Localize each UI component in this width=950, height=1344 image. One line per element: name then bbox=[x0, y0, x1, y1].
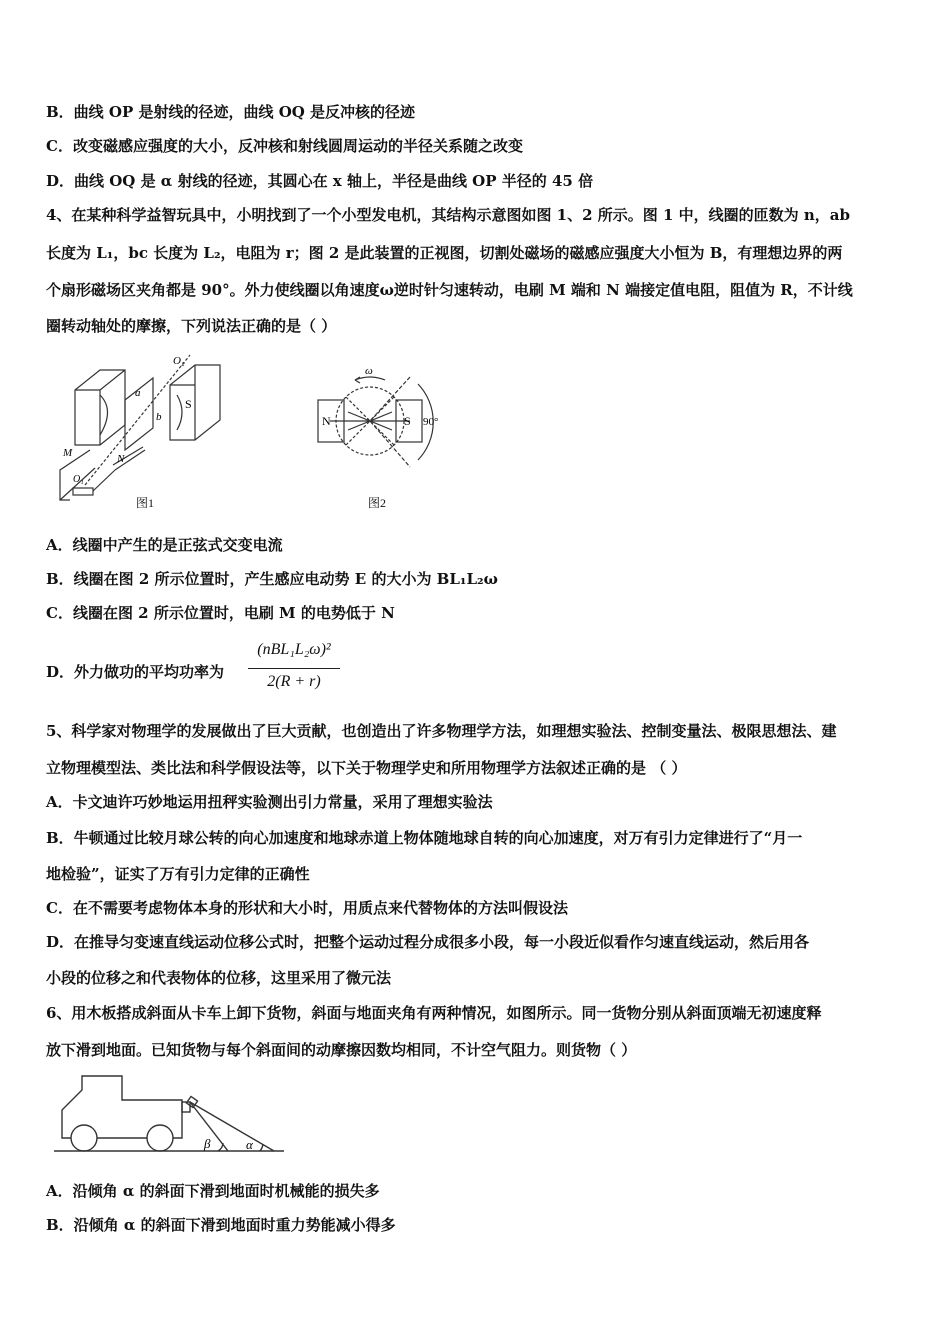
fig2-label-omega: ω bbox=[365, 365, 373, 377]
q4-option-c: C．线圈在图 2 所示位置时，电刷 M 的电势低于 N bbox=[46, 604, 395, 622]
q6-stem-line2: 放下滑到地面。已知货物与每个斜面间的动摩擦因数均相同，不计空气阻力。则货物（ ） bbox=[46, 1041, 637, 1059]
truck-ramp-figure bbox=[52, 1072, 287, 1157]
fraction-bar bbox=[248, 668, 340, 669]
fig1-label-a: a bbox=[135, 387, 141, 399]
fig1-label-s: S bbox=[185, 397, 192, 411]
fig1-label-o1: O₁ bbox=[73, 474, 84, 485]
q4-stem-line4: 圈转动轴处的摩擦，下列说法正确的是（ ） bbox=[46, 317, 337, 335]
q5-stem-line1: 5、科学家对物理学的发展做出了巨大贡献，也创造出了许多物理学方法，如理想实验法、控制变量法、极限思想法、建 bbox=[46, 722, 837, 740]
q5-option-c: C．在不需要考虑物体本身的形状和大小时，用质点来代替物体的方法叫假设法 bbox=[46, 899, 568, 917]
q3-option-c: C．改变磁感应强度的大小，反冲核和射线圆周运动的半径关系随之改变 bbox=[46, 137, 523, 155]
q5-option-d-line1: D．在推导匀变速直线运动位移公式时，把整个运动过程分成很多小段，每一小段近似看作匀速直线运动，然后用各 bbox=[46, 933, 810, 951]
fig2-label-angle: 90° bbox=[423, 416, 439, 428]
fig2-caption: 图2 bbox=[368, 496, 387, 510]
q5-option-d-line2: 小段的位移之和代表物体的位移，这里采用了微元法 bbox=[46, 969, 392, 987]
fig1-caption: 图1 bbox=[136, 496, 155, 510]
generator-figure-2 bbox=[310, 352, 460, 492]
fraction-denominator: 2(R + r) bbox=[267, 673, 321, 690]
q4-stem-line2: 长度为 L₁，bc 长度为 L₂，电阻为 r；图 2 是此装置的正视图，切割处磁场的磁感应强度大小恒为 B，有理想边界的两 bbox=[46, 244, 843, 262]
generator-figure-1 bbox=[55, 350, 230, 515]
q4-option-b: B．线圈在图 2 所示位置时，产生感应电动势 E 的大小为 BL₁L₂ω bbox=[46, 570, 498, 588]
angle-beta-label: β bbox=[204, 1136, 211, 1151]
q5-option-b-line2: 地检验”，证实了万有引力定律的正确性 bbox=[46, 865, 310, 883]
fig2-label-n: N bbox=[322, 414, 331, 428]
q6-option-a: A．沿倾角 α 的斜面下滑到地面时机械能的损失多 bbox=[46, 1182, 380, 1200]
fig1-label-b: b bbox=[156, 411, 162, 423]
q4-stem-line3: 个扇形磁场区夹角都是 90°。外力使线圈以角速度ω逆时针匀速转动，电刷 M 端和 N 端接定值电阻，阻值为 R，不计线 bbox=[46, 281, 853, 299]
fraction-numerator: (nBL₁L₂ω)² bbox=[257, 641, 331, 658]
q3-option-b: B．曲线 OP 是射线的径迹，曲线 OQ 是反冲核的径迹 bbox=[46, 103, 416, 121]
q5-option-a: A．卡文迪许巧妙地运用扭秤实验测出引力常量，采用了理想实验法 bbox=[46, 793, 493, 811]
q4-option-d-prefix: D．外力做功的平均功率为 bbox=[46, 663, 225, 681]
fig2-label-s: S bbox=[404, 414, 411, 428]
fig1-label-n: N bbox=[117, 453, 125, 465]
q3-option-d: D．曲线 OQ 是 α 射线的径迹，其圆心在 x 轴上，半径是曲线 OP 半径的 45 倍 bbox=[46, 172, 594, 190]
q6-option-b: B．沿倾角 α 的斜面下滑到地面时重力势能减小得多 bbox=[46, 1216, 396, 1234]
q5-option-b-line1: B．牛顿通过比较月球公转的向心加速度和地球赤道上物体随地球自转的向心加速度，对万有引力定律进行了“月一 bbox=[46, 829, 803, 847]
q5-stem-line2: 立物理模型法、类比法和科学假设法等，以下关于物理学史和所用物理学方法叙述正确的是 （ ） bbox=[46, 759, 687, 777]
q4-option-a: A．线圈中产生的是正弦式交变电流 bbox=[46, 536, 283, 554]
fig1-label-o2: O₂ bbox=[173, 355, 185, 367]
fig1-label-m: M bbox=[63, 447, 73, 459]
angle-alpha-label: α bbox=[246, 1137, 253, 1152]
q6-stem-line1: 6、用木板搭成斜面从卡车上卸下货物，斜面与地面夹角有两种情况，如图所示。同一货物分别从斜面顶端无初速度释 bbox=[46, 1004, 822, 1022]
q4-stem-line1: 4、在某种科学益智玩具中，小明找到了一个小型发电机，其结构示意图如图 1、2 所示。图 1 中，线圈的匝数为 n，ab bbox=[46, 206, 850, 224]
